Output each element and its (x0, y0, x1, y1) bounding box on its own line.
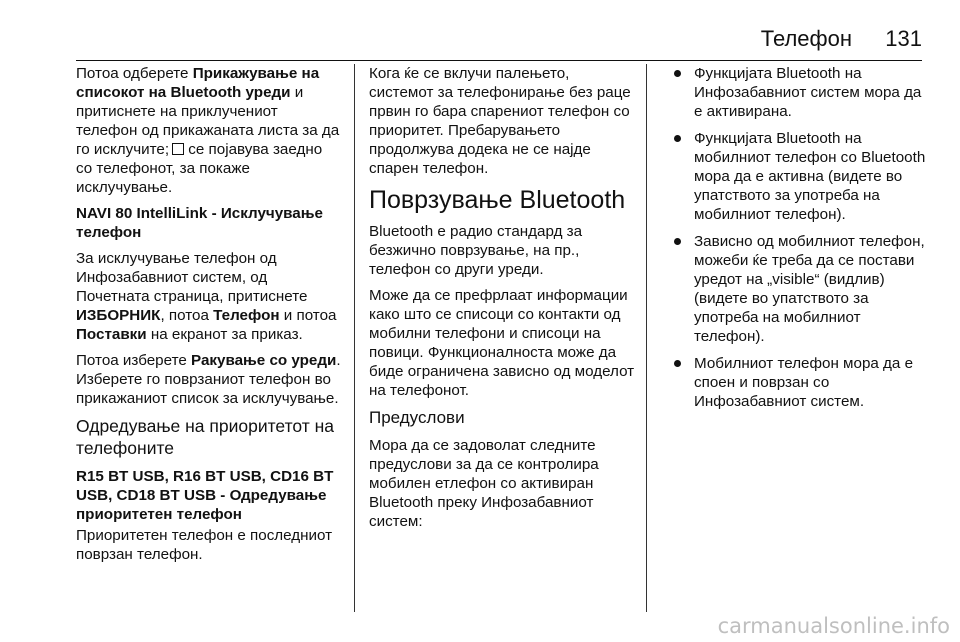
list-item: Функцијата Bluetooth на мобилниот телефон со Bluetooth мора да е активна (видете во упатството за употреба на мобилниот телефон). (672, 129, 930, 224)
paragraph-navi-disconnect: За исклучување телефон од Инфозабавниот систем, од Почетната страница, притиснете ИЗБОРНИК, потоа Телефон и потоа Поставки на екранот за приказ. (76, 250, 337, 343)
list-item: Зависно од мобилниот телефон, можеби ќе треба да се постави уредот на „visible“ (видлив) (видете во упатството за употреба на мобилниот телефон). (672, 232, 930, 346)
watermark: carmanualsonline.info (717, 614, 950, 638)
paragraph-prerequisites: Мора да се задоволат следните предуслови за да се контролира мобилен етлефон со активиран Bluetooth преку Инфозабавниот систем: (369, 437, 599, 530)
list-item: Функцијата Bluetooth на Инфозабавниот систем мора да е активирана. (672, 64, 930, 121)
page-title: Телефон (760, 26, 852, 51)
list-item: Мобилниот телефон мора да е споен и поврзан со Инфозабавниот систем. (672, 354, 930, 411)
column-divider-2 (646, 64, 647, 612)
checkbox-icon (172, 143, 184, 155)
paragraph-disconnect-list: Потоа одберете Прикажување на списокот на Bluetooth уреди и притиснете на приклучениот телефон од прикажаната листа за да го исклучите; се појавува заедно со телефонот, за покаже исклучување. (76, 65, 340, 196)
column-divider-1 (354, 64, 355, 612)
heading-r15-priority: R15 BT USB, R16 BT USB, CD16 BT USB, CD18 BT USB - Одредување приоритетен телефон (76, 468, 334, 523)
heading-phone-priority: Одредување на приоритетот на телефоните (76, 416, 335, 458)
column-2 (369, 64, 635, 538)
paragraph-ignition-search: Кога ќе се вклучи палењето, системот за телефонирање без раце првин го бара спарениот телефон со приоритет. Пребарувањето продолжува додека не се најде спарен телефон. (369, 65, 631, 177)
heading-navi-disconnect: NAVI 80 IntelliLink - Исклучување телефон (76, 205, 323, 241)
paragraph-manage-devices: Потоа изберете Ракување со уреди. Изберете го поврзаниот телефон во прикажаниот список за исклучување. (76, 352, 341, 407)
heading-prerequisites: Предуслови (369, 408, 465, 427)
page-number: 131 (885, 26, 922, 51)
column-1 (76, 64, 342, 571)
paragraph-bluetooth-standard: Bluetooth е радио стандард за безжично поврзување, на пр., телефон со други уреди. (369, 223, 583, 278)
paragraph-priority-phone: Приоритетен телефон е последниот поврзан телефон. (76, 527, 333, 563)
prerequisite-list (672, 64, 930, 411)
column-3 (672, 64, 930, 419)
heading-bluetooth-connection: Поврзување Bluetooth (369, 186, 626, 214)
paragraph-transfer-info: Може да се префрлаат информации како што се списоци со контакти од мобилни телефони и списоци на повици. Функционалноста може да биде ограничена зависно од моделот на телефонот. (369, 287, 635, 399)
page-header (76, 24, 922, 61)
